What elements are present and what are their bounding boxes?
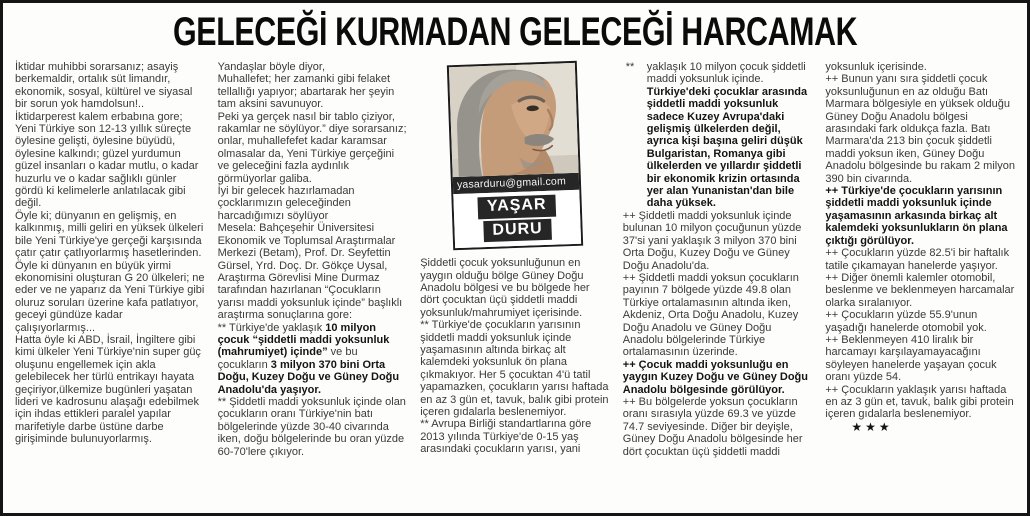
body-text: ++ Şiddetli maddi yoksunluk içinde bulunan 10 milyon çocuğunun yüzde 37'si yani yaklaşık 3 milyon 370 bini Orta Doğu, Kuzey Doğu ve Güney Doğu Anadolu'da. <box>622 209 802 272</box>
article-paragraph <box>623 86 813 210</box>
body-text: yaklaşık 10 milyon çocuk şiddetli maddi yoksunluk içinde. <box>646 61 806 86</box>
body-text: ** Türkiye'de çocukların yarısının şiddetli maddi yoksunluk içinde yaşamasının altında birkaç alt kalemdeki yoksunluk ön plana çıkmakıyor. Her 5 çocuktan 4'ü tatil yapamazken, çocukların yarısı haftada en az 3 gün et, tavuk, balık gibi protein içeren gıdalarla beslenemiyor. <box>420 319 609 419</box>
body-text: ++ Çocukların yüzde 55.9'unun yaşadığı hanelerde otomobil yok. <box>825 309 987 334</box>
article-paragraph <box>825 272 1015 309</box>
article-paragraph <box>218 322 408 396</box>
author-last-name: DURU <box>483 219 552 243</box>
article-paragraph <box>825 73 1015 185</box>
author-email: yasarduru@gmail.com <box>453 173 580 195</box>
article-paragraph <box>218 222 408 321</box>
body-text: Peki ya gerçek nasıl bir tablo çiziyor, rakamlar ne söylüyor.” diye sorarsanız; onlar, muhallefefet kadar karamsar olmasalar da, Yeni Türkiye gerçeğini ve geleceğini fazla aydınlık görmüyorlar galiba. <box>217 110 407 185</box>
article-paragraph <box>15 61 205 111</box>
article-paragraph <box>218 185 408 222</box>
article-column-4 <box>623 61 813 458</box>
body-text: ++ Beklenmeyen 410 liralık bir harcamayı karşılayamayacağını söyleyen hanelerde yaşayan çocuk oranı yüzde 54. <box>825 333 997 384</box>
article-paragraph <box>218 396 408 458</box>
bold-text: ++ Çocuk maddi yoksunluğu en yaygın Kuzey Doğu ve Güney Doğu Anadolu bölgesinde görülüyor. <box>622 358 808 396</box>
end-stars: ★★★ <box>851 419 893 434</box>
body-text: Şiddetli çocuk yoksunluğunun en yaygın olduğu bölge Güney Doğu Anadolu bölgesi ve bu bölgede her dört çocuktan üçü şiddetli maddi yoksunluk/mahrumiyet içerisinde. <box>420 257 590 319</box>
author-portrait-photo <box>449 63 579 177</box>
body-text: Hatta öyle ki ABD, İsrail, İngiltere gibi kimi ülkeler Yeni Türkiye'nin super güç oluşunu engellemek için akla gelebilecek her türlü entrikayı hayata geçiriyor,ülkemize bugünleri yaşatan lideri ve kadrosunu alaşağı edebilmek için ihdas ettikleri paralel yapılar marifetiyle darbe üstüne darbe girişiminde bulunuyorlarmış. <box>15 333 201 446</box>
article-paragraph <box>420 257 610 319</box>
article-paragraph <box>623 210 813 272</box>
body-text: ** Şiddetli maddi yoksunluk içinde olan çocukların oranı Türkiye'nin batı bölgelerinde yüzde 30-40 civarında iken, doğu bölgelerinde bu oran yüzde 60-70'lere çıkıyor. <box>217 395 406 458</box>
body-text: ++ Şiddetli maddi yoksun çocukların payının 7 bölgede yüzde 49.8 olan Türkiye ortalamasının altında iken, Akdeniz, Orta Doğu Anadolu, Kuzey Doğu Anadolu ve Güney Doğu Anadolu bölgelerinde Türkiye ortalamasının üzerinde. <box>622 271 799 359</box>
article-paragraph <box>218 111 408 185</box>
paragraph-marker: ** <box>625 61 635 73</box>
body-text: ** Türkiye'de yaklaşık <box>217 321 326 334</box>
body-text: ve bu çocukların <box>217 346 358 371</box>
bold-text: 3 milyon 370 bini Orta Doğu, Kuzey Doğu ve Güney Doğu Anadolu'da yaşıyor. <box>217 358 400 396</box>
article-column-3-text <box>420 257 610 456</box>
article-paragraph <box>825 247 1015 272</box>
article-paragraph <box>825 61 1015 73</box>
article-paragraph <box>15 210 205 260</box>
body-text: ++ Çocukların yaklaşık yarısı haftada en az 3 gün et, tavuk, balık gibi protein içeren gıdalarla beslenemiyor. <box>825 383 1014 421</box>
body-text: İyi bir gelecek hazırlamadan çocklarımızın geleceğinden harcadığımızı söylüyor <box>217 185 355 222</box>
article-paragraph <box>825 309 1015 334</box>
body-text: Yandaşlar böyle diyor, <box>217 61 326 73</box>
article-paragraph <box>623 396 813 458</box>
article-column-2 <box>218 61 408 458</box>
body-text: Öyle ki; dünyanın en gelişmiş, en kalkınmış, milli geliri en yüksek ülkeleri bile Yeni Türkiye'ye gerçeği karşısında çatır çatır çatlıyorlarmış hasetlerinden. <box>15 209 204 260</box>
article-column-5 <box>825 61 1015 458</box>
bold-text: Türkiye'deki çocuklar arasında şiddetli maddi yoksunluk sadece Kuzey Avrupa'daki gelişmiş ülkelerden değil, ayrıca kişi başına geliri düşük Bulgaristan, Romanya gibi ülkelerden ve yıllardır şiddetli bir ekonomik krizin ortasında yer alan Yunanistan'dan bile daha yüksek. <box>646 85 808 210</box>
body-text: ++ Çocukların yüzde 82.5'i bir haftalık tatile çıkamayan hanelerde yaşıyor. <box>825 247 1010 272</box>
article-paragraph <box>15 260 205 334</box>
article-title <box>3 11 1027 53</box>
article-title-text: GELECEĞİ KURMADAN GELECEĞİ HARCAMAK <box>172 10 858 54</box>
author-first-name: YAŞAR <box>478 195 556 219</box>
author-name-block <box>453 190 581 248</box>
bold-text: ++ Türkiye'de çocukların yarısının şiddetli maddi yoksunluk içinde yaşamasının arkasında birkaç alt kalemdeki yoksunlukların ön plana çıktığı görülüyor. <box>825 185 1008 247</box>
article-paragraph <box>218 61 408 73</box>
body-text: ** Avrupa Birliği standartlarına göre 2013 yılında Türkiye'de 0-15 yaş arasındaki çocukların yarısı, yani <box>420 418 592 456</box>
body-text: İktidarperest kalem erbabına gore; Yeni Türkiye son 12-13 yıllık süreçte öylesine gelişti, öylesine büyüdü, öylesine kalkındı; güzel yurdumun güzel insanları o kadar mutlu, o kadar huzurlu ve o kadar sağlıklı günler gördü ki kelimelerle anlatılacak gibi değil. <box>15 110 199 210</box>
article-paragraph <box>218 73 408 110</box>
article-paragraph <box>15 111 205 210</box>
article-paragraph <box>623 272 813 359</box>
article-paragraph <box>825 384 1015 435</box>
author-photo-box <box>447 61 583 251</box>
article-paragraph <box>420 418 610 455</box>
article-column-1 <box>15 61 205 458</box>
body-text: Öyle ki dünyanın en büyük yirmi ekonomisini oluşturan G 20 ülkeleri; ne eder ve ne yaparız da Yeni Türkiye gibi oluruz soruları üzerine kafa patlatıyor, geceyi gündüze kadar çalışıyorlarmış... <box>15 259 205 334</box>
body-text: Mesela: Bahçeşehir Üniversitesi Ekonomik ve Toplumsal Araştırmalar Merkezi (Betam), Prof. Dr. Seyfettin Gürsel, Yrd. Doç. Dr. Gökçe Uysal, Araştırma Görevlisi Mine Durmaz tarafından hazırlanan “Çocukların yarısı maddi yoksunluk içinde” başlıklı araştırma sonuçlarına gore: <box>217 222 403 322</box>
article-paragraph <box>623 61 813 86</box>
article-paragraph <box>420 319 610 418</box>
article-paragraph <box>825 334 1015 384</box>
article-paragraph <box>825 185 1015 247</box>
body-text: ++ Bunun yanı sıra şiddetli çocuk yoksunluğunun en az olduğu Batı Marmara bölgesiyle en yüksek olduğu Güney Doğu Anadolu bölgesi arasındaki fark oldukça fazla. Batı Marmara'da 213 bin çocuk şiddetli maddi yoksun iken, Güney Doğu Anadolu bölgesinde bu rakam 2 milyon 390 bin civarında. <box>825 73 1015 185</box>
article-columns <box>3 58 1027 458</box>
body-text: Muhallefet; her zamanki gibi felaket tellallığı yapıyor; abartarak her şeyin tam aksini savunuyor. <box>217 73 395 111</box>
article-column-3 <box>420 61 610 458</box>
body-text: ++ Bu bölgelerde yoksun çocukların oranı sırasıyla yüzde 69.3 ve yüzde 74.7 seviyesinde. Diğer bir deyişle, Güney Doğu Anadolu bölgesinde her dört çocuktan üçü şiddetli maddi <box>622 395 803 458</box>
bold-text: 10 milyon çocuk “şiddetli maddi yoksunluk (mahrumiyet) içinde” <box>217 321 390 359</box>
body-text: ++ Diğer önemli kalemler otomobil, beslenme ve beklenmeyen harcamalar olarka sıralanıyor. <box>825 271 1015 309</box>
article-paragraph <box>623 359 813 396</box>
article-paragraph <box>15 334 205 446</box>
body-text: İktidar muhibbi sorarsanız; asayiş berkemaldir, ortalık süt limandır, ekonomik, sosyal, kültürel ve siyasal bir sorun yok hamdolsun!.. <box>15 61 193 111</box>
body-text: yoksunluk içerisinde. <box>825 61 927 73</box>
